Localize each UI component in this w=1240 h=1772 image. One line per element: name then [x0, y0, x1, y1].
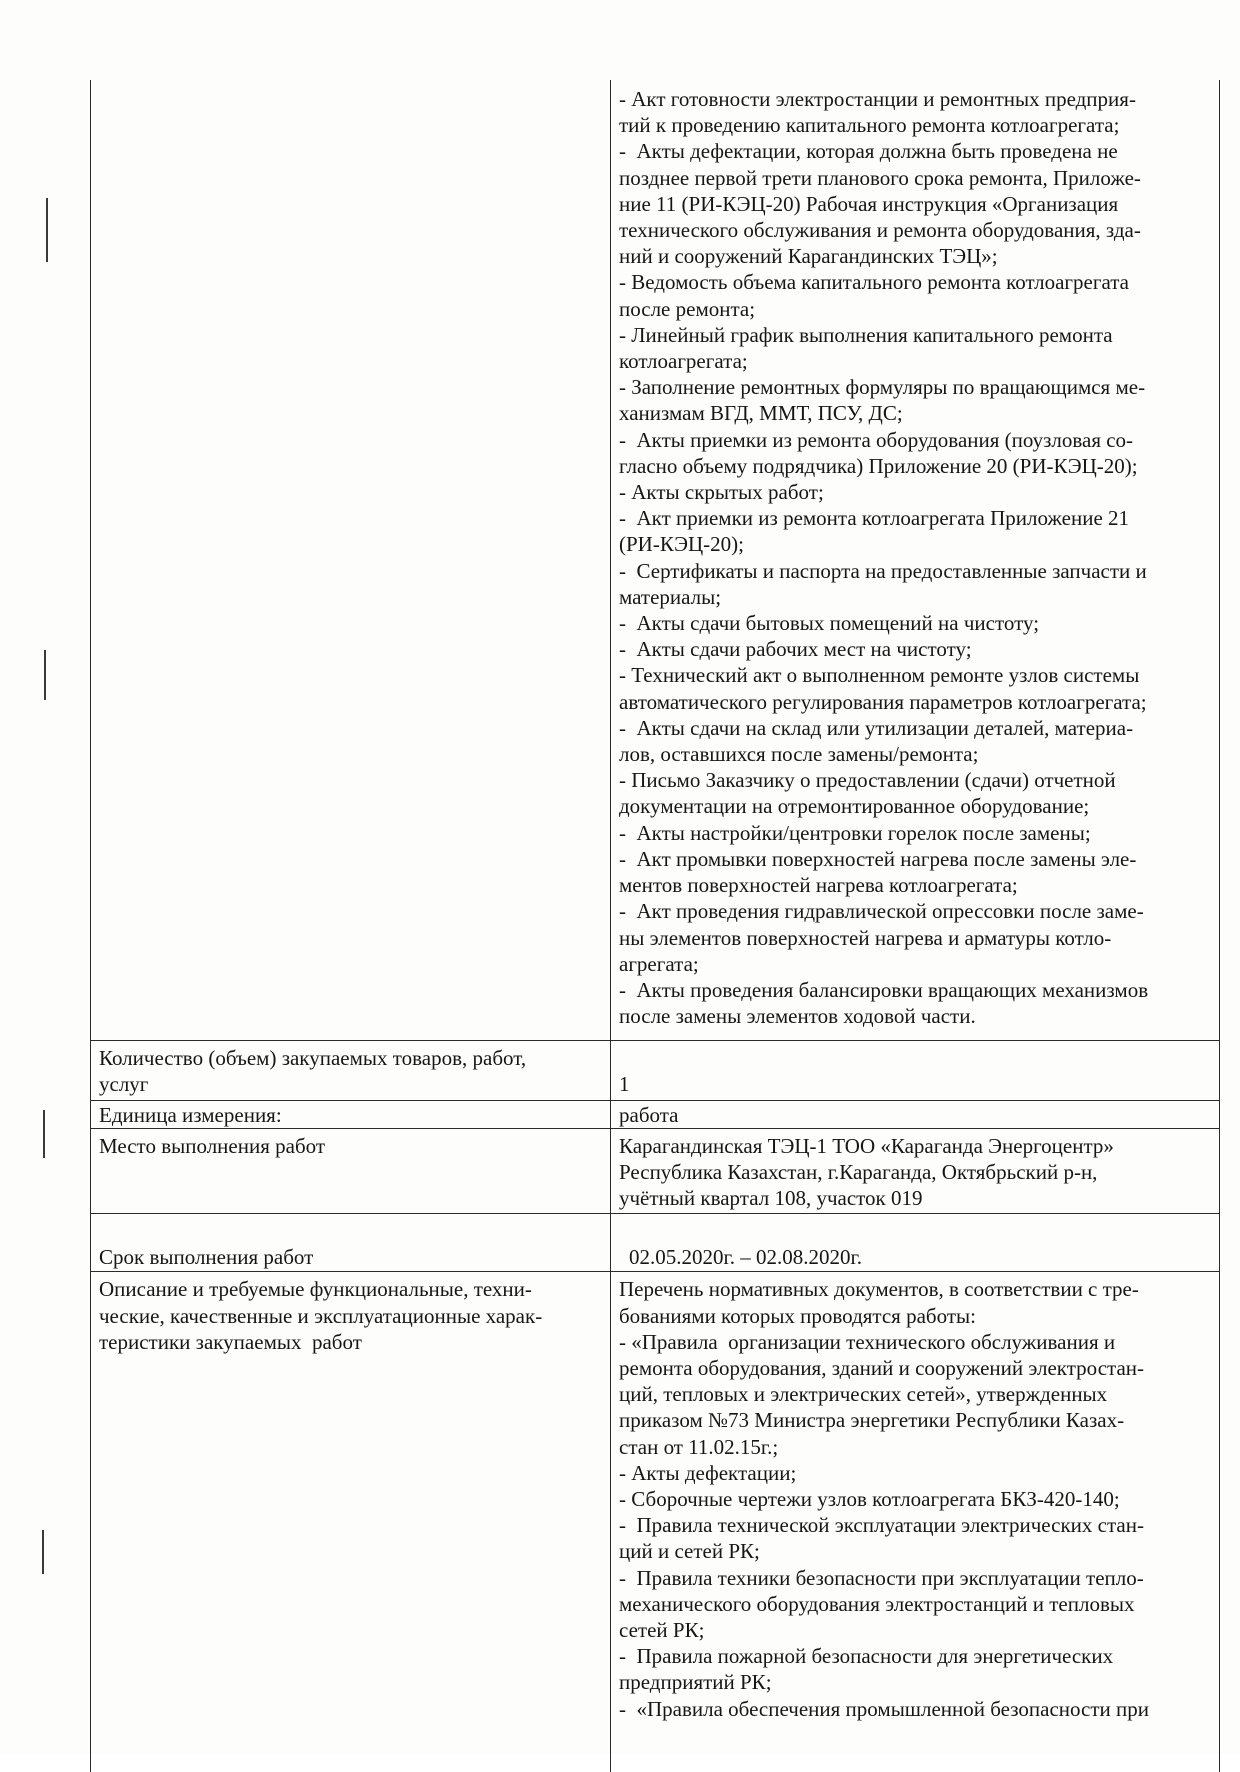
- list-item: - Письмо Заказчику о предоставлении (сдачи) отчетной: [619, 768, 1116, 793]
- list-item: - Правила пожарной безопасности для энергетических: [619, 1644, 1114, 1669]
- list-item: бованиями которых проводятся работы:: [619, 1303, 976, 1328]
- list-item: - Акты проведения балансировки вращающих механизмов: [619, 977, 1149, 1002]
- quantity-label-cell: [91, 1040, 611, 1100]
- list-item: автоматического регулирования параметров котлоагрегата;: [619, 689, 1147, 714]
- table-row: [91, 1214, 1220, 1272]
- place-label-cell: [91, 1128, 611, 1214]
- list-item: - «Правила организации технического обслуживания и: [619, 1329, 1116, 1354]
- list-item: - Сборочные чертежи узлов котлоагрегата БКЗ-420-140;: [619, 1486, 1120, 1511]
- list-item: ментов поверхностей нагрева котлоагрегата;: [619, 873, 1018, 898]
- term-value-cell: [611, 1214, 1220, 1272]
- list-item: - Акты настройки/центровки горелок после замены;: [619, 820, 1091, 845]
- list-item: ремонта оборудования, зданий и сооружений электростан-: [619, 1355, 1144, 1380]
- list-item: сетей РК;: [619, 1617, 705, 1642]
- list-item: предприятий РК;: [619, 1670, 772, 1695]
- description-label: ческие, качественные и эксплуатационные харак-: [99, 1303, 543, 1328]
- list-item: документации на отремонтированное оборудование;: [619, 794, 1090, 819]
- scan-artifact: [42, 1530, 44, 1574]
- list-item: - «Правила обеспечения промышленной безопасности при: [619, 1696, 1149, 1721]
- list-item: - Правила техники безопасности при эксплуатации тепло-: [619, 1565, 1144, 1590]
- list-item: - Акты приемки из ремонта оборудования (поузловая со-: [619, 427, 1134, 452]
- list-item: ний и сооружений Карагандинских ТЭЦ»;: [619, 244, 998, 269]
- list-item: позднее первой трети планового срока ремонта, Приложе-: [619, 165, 1141, 190]
- table-row: [91, 1100, 1220, 1128]
- list-item: - Технический акт о выполненном ремонте узлов системы: [619, 663, 1140, 688]
- acts-list-cell: [611, 80, 1220, 1040]
- list-item: лов, оставшихся после замены/ремонта;: [619, 742, 979, 767]
- scan-artifact: [46, 198, 48, 262]
- place-value: Республика Казахстан, г.Караганда, Октябрьский р-н,: [619, 1159, 1098, 1184]
- list-item: ций, тепловых и электрических сетей», утвержденных: [619, 1382, 1108, 1407]
- unit-label-cell: [91, 1100, 611, 1128]
- place-label: Место выполнения работ: [99, 1133, 326, 1158]
- list-item: ций и сетей РК;: [619, 1539, 760, 1564]
- list-item: - Акты дефектации, которая должна быть проведена не: [619, 139, 1118, 164]
- list-item: - Акт приемки из ремонта котлоагрегата Приложение 21: [619, 506, 1130, 531]
- term-label: Срок выполнения работ: [99, 1245, 314, 1270]
- unit-value: работа: [619, 1102, 679, 1127]
- list-item: Перечень нормативных документов, в соответствии с тре-: [619, 1277, 1139, 1302]
- list-item: ны элементов поверхностей нагрева и арматуры котло-: [619, 925, 1112, 950]
- term-label-cell: [91, 1214, 611, 1272]
- term-value: 02.05.2020г. – 02.08.2020г.: [629, 1245, 862, 1270]
- table-row: [91, 80, 1220, 1040]
- list-item: - Акт промывки поверхностей нагрева после замены эле-: [619, 846, 1137, 871]
- quantity-value-cell: [611, 1040, 1220, 1100]
- scan-artifact: [43, 1110, 45, 1158]
- empty-label-cell: [91, 80, 611, 1040]
- list-item: механического оборудования электростанций и тепловых: [619, 1591, 1135, 1616]
- list-item: ние 11 (РИ-КЭЦ-20) Рабочая инструкция «Организация: [619, 191, 1119, 216]
- list-item: стан от 11.02.15г.;: [619, 1434, 779, 1459]
- scan-artifact: [44, 650, 46, 700]
- list-item: после ремонта;: [619, 296, 756, 321]
- quantity-label: Количество (объем) закупаемых товаров, работ,: [99, 1045, 527, 1070]
- list-item: - Заполнение ремонтных формуляры по вращающимся ме-: [619, 375, 1146, 400]
- description-label-cell: [91, 1272, 611, 1772]
- list-item: - Акты скрытых работ;: [619, 480, 824, 505]
- table-row: [91, 1040, 1220, 1100]
- list-item: - Акт проведения гидравлической опрессовки после заме-: [619, 899, 1144, 924]
- unit-label: Единица измерения:: [99, 1102, 282, 1127]
- list-item: - Акты сдачи бытовых помещений на чистоту;: [619, 611, 1040, 636]
- list-item: - Акты дефектации;: [619, 1460, 797, 1485]
- list-item: котлоагрегата;: [619, 349, 748, 374]
- table-row: [91, 1128, 1220, 1214]
- list-item: агрегата;: [619, 951, 699, 976]
- list-item: (РИ-КЭЦ-20);: [619, 532, 744, 557]
- description-value-cell: [611, 1272, 1220, 1772]
- list-item: приказом №73 Министра энергетики Республики Казах-: [619, 1408, 1125, 1433]
- place-value: учётный квартал 108, участок 019: [619, 1186, 923, 1211]
- table-row: [91, 1272, 1220, 1772]
- spec-table: [90, 80, 1220, 1772]
- description-label: теристики закупаемых работ: [99, 1329, 362, 1354]
- list-item: - Акты сдачи на склад или утилизации деталей, материа-: [619, 715, 1134, 740]
- list-item: гласно объему подрядчика) Приложение 20 (РИ-КЭЦ-20);: [619, 453, 1138, 478]
- list-item: - Линейный график выполнения капитального ремонта: [619, 322, 1113, 347]
- list-item: технического обслуживания и ремонта оборудования, зда-: [619, 218, 1141, 243]
- quantity-value: 1: [619, 1071, 630, 1096]
- list-item: материалы;: [619, 584, 722, 609]
- quantity-label: услуг: [99, 1071, 149, 1096]
- list-item: - Акты сдачи рабочих мест на чистоту;: [619, 637, 972, 662]
- list-item: - Ведомость объема капитального ремонта котлоагрегата: [619, 270, 1129, 295]
- place-value-cell: [611, 1128, 1220, 1214]
- description-label: Описание и требуемые функциональные, техни-: [99, 1277, 532, 1302]
- list-item: после замены элементов ходовой части.: [619, 1004, 976, 1029]
- list-item: - Правила технической эксплуатации электрических стан-: [619, 1513, 1144, 1538]
- place-value: Карагандинская ТЭЦ-1 ТОО «Караганда Энергоцентр»: [619, 1133, 1114, 1158]
- list-item: - Акт готовности электростанции и ремонтных предприя-: [619, 87, 1136, 111]
- unit-value-cell: [611, 1100, 1220, 1128]
- list-item: ханизмам ВГД, ММТ, ПСУ, ДС;: [619, 401, 903, 426]
- list-item: - Сертификаты и паспорта на предоставленные запчасти и: [619, 558, 1147, 583]
- list-item: тий к проведению капитального ремонта котлоагрегата;: [619, 113, 1120, 138]
